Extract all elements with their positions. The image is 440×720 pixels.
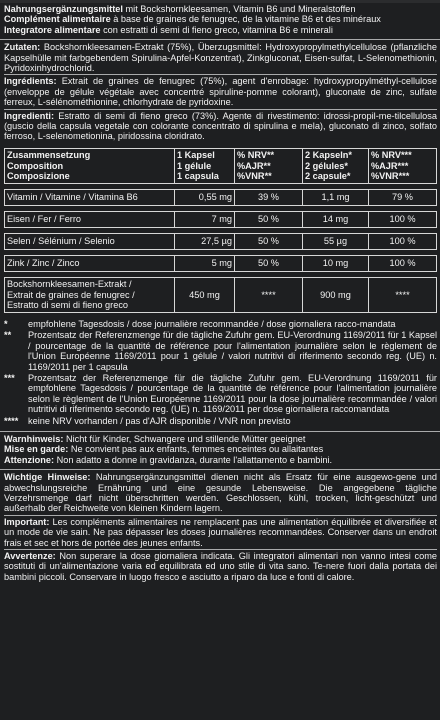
table-cell: Zink / Zinc / Zinco	[5, 255, 175, 271]
table-row	[5, 233, 437, 249]
table-header-row	[5, 148, 437, 183]
table-cell: 27,5 µg	[175, 233, 235, 249]
table-cell: 900 mg	[303, 277, 369, 312]
ingredients-de: Zutaten: Bockshornkleesamen-Extrakt (75%), Überzugsmittel: Hydroxypropylmethylcellulose (pflanzliche Kapselhülle mit farbgebendem Spirulina-Apfel-Konzentrat), Zinkgluconat, Eisen-sulfat, L-Selenomethionin, Pyridoxinhydrochlorid.	[4, 42, 437, 74]
table-cell: ****	[235, 277, 303, 312]
header-de: Nahrungsergänzungsmittel mit Bockshornkleesamen, Vitamin B6 und Mineralstoffen	[4, 4, 356, 14]
footnote-text: keine NRV vorhanden / pas d'AJR disponible / VNR non previsto	[28, 415, 291, 426]
table-row	[5, 189, 437, 205]
divider	[4, 109, 437, 110]
table-cell: 0,55 mg	[175, 189, 235, 205]
footnote-text: empfohlene Tagesdosis / dose journalière recommandée / dose giornaliera racco-mandata	[28, 318, 396, 329]
footnote-mark: *	[4, 318, 8, 329]
table-cell: 50 %	[235, 211, 303, 227]
header-cell: % NRV*** %AJR*** %VNR***	[369, 148, 437, 183]
table-cell: Selen / Sélénium / Selenio	[5, 233, 175, 249]
table-cell: 10 mg	[303, 255, 369, 271]
footnote-text: Prozentsatz der Referenzmenge für die tägliche Zufuhr gem. EU-Verordnung 1169/2011 für 1 Kapsel / pourcentage de la quantité de référence pour l'alimentation journalière selon le règlement de l'Union Européenne 1169/2011 pour 1 gélule / valori nutritivi di riferimento secondo reg. (UE) n. 1169/2011 per 1 capsula	[28, 330, 437, 372]
warning-de: Warnhinweis: Nicht für Kinder, Schwangere und stillende Mütter geeignet	[4, 433, 306, 444]
warning-fr: Mise en garde: Ne convient pas aux enfants, femmes enceintes ou allaitantes	[4, 444, 324, 455]
table-cell: 100 %	[369, 255, 437, 271]
ingredients-section	[4, 42, 437, 144]
header-it: Integratore alimentare con estratti di semi di fieno greco, vitamina B6 e minerali	[4, 24, 333, 35]
divider	[0, 469, 440, 470]
divider	[0, 431, 440, 432]
table-cell: 100 %	[369, 211, 437, 227]
table-row	[5, 211, 437, 227]
table-cell: ****	[369, 277, 437, 312]
header-cell: Zusammensetzung Composition Composizione	[5, 148, 175, 183]
divider	[4, 515, 437, 516]
footnote	[4, 330, 437, 372]
ingredients-fr: Ingrédients: Extrait de graines de fenugrec (75%), agent d'enrobage: hydroxypropylméthyl-cellulose (enveloppe de gélule végétale avec concentré spiruline-pomme colorant), gluconate de zinc, sulfate ferreux, L-sélénométhionine, chlorhydrate de pyridoxine.	[4, 76, 437, 108]
header-cell: 1 Kapsel 1 gélule 1 capsula	[175, 148, 235, 183]
header-fr: Complément alimentaire à base de graines de fenugrec, de la vitamine B6 et des minéraux	[4, 14, 381, 25]
note-de: Wichtige Hinweise: Nahrungsergänzungsmittel dienen nicht als Ersatz für eine ausgewo-gene und abwechslungsreiche Ernährung und eine gesunde Lebensweise. Die angegebene tägliche Verzehrsmenge darf nicht überschritten werden. Geschlossen, kühl, trocken, licht-geschützt und außerhalb der Reichweite von kleinen Kindern lagern.	[4, 472, 438, 514]
table-cell: 450 mg	[175, 277, 235, 312]
table-cell: Eisen / Fer / Ferro	[5, 211, 175, 227]
header-cell: 2 Kapseln* 2 gélules* 2 capsule*	[303, 148, 369, 183]
table-cell: 79 %	[369, 189, 437, 205]
table-row	[5, 277, 437, 312]
notes-section	[4, 472, 437, 584]
ingredients-it: Ingredienti: Estratto di semi di fieno greco (73%). Agente di rivestimento: idrossi-propil-me-tilcellulosa (guscio della capsula vegetale con colorante concentrato di spirulina e mela), gluconato di zinco, solfato ferroso, L-selenometionina, piridossina cloridrato.	[4, 110, 437, 142]
footnotes-section	[4, 319, 437, 429]
footnote-mark: **	[4, 330, 12, 341]
table-cell: Bockshornkleesamen-Extrakt / Extrait de graines de fenugrec / Estratto di semi di fieno greco	[5, 277, 175, 312]
table-cell: Vitamin / Vitamine / Vitamina B6	[5, 189, 175, 205]
table-cell: 50 %	[235, 255, 303, 271]
divider	[0, 39, 440, 40]
header-section	[4, 3, 437, 37]
footnote-text: Prozentsatz der Referenzmenge für die tägliche Zufuhr gem. EU-Verordnung 1169/2011 für empfohlene Tagesdosis / pourcentage de la quantité de référence pour l'alimentation journalière selon le règlement de l'Union Européenne 1169/2011 pour la dose journalière recommandée / valori nutritivi di riferimento secondo reg. (UE) n. 1169/2011 per dose giornaliera raccomandata	[28, 372, 437, 415]
table-cell: 1,1 mg	[303, 189, 369, 205]
footnote	[4, 319, 437, 329]
footnote-mark: ***	[4, 372, 15, 383]
table-cell: 39 %	[235, 189, 303, 205]
table-cell: 100 %	[369, 233, 437, 249]
table-cell: 14 mg	[303, 211, 369, 227]
table-cell: 7 mg	[175, 211, 235, 227]
footnote-mark: ****	[4, 415, 19, 426]
table-cell: 55 µg	[303, 233, 369, 249]
footnote	[4, 416, 437, 426]
nutrition-table	[4, 148, 437, 313]
table-row	[5, 255, 437, 271]
note-it: Avvertenze: Non superare la dose giornaliera indicata. Gli integratori alimentari non vanno intesi come sostituti di un'alimentazione varia ed equilibrata ed uno stile di vita sano. Te-nere fuori dalla portata dei bambini piccoli. Conservare in luogo fresco e asciutto a riparo da luce e fonti di calore.	[4, 551, 437, 582]
divider	[4, 74, 437, 75]
warnings-section	[4, 434, 437, 467]
note-fr: Important: Les compléments alimentaires ne remplacent pas une alimentation équilibrée et diversifiée et un mode de vie sain. Ne pas dépasser les doses journalières recommandées. Conserver dans un endroit frais et sec et hors de portée des jeunes enfants.	[4, 516, 437, 548]
divider	[4, 549, 437, 550]
table-cell: 50 %	[235, 233, 303, 249]
header-cell: % NRV** %AJR** %VNR**	[235, 148, 303, 183]
warning-it: Attenzione: Non adatto a donne in gravidanza, durante l'allattamento e bambini.	[4, 454, 333, 465]
table-cell: 5 mg	[175, 255, 235, 271]
footnote	[4, 373, 437, 415]
